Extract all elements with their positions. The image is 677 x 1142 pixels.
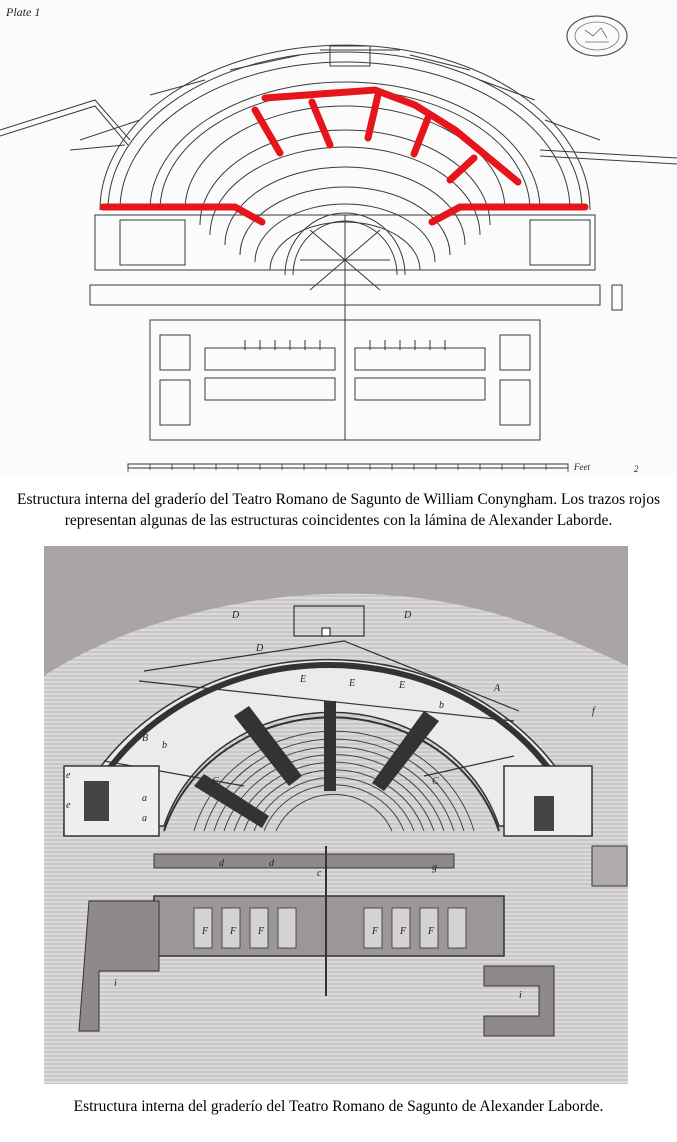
plan-letter: C: [432, 776, 439, 787]
plan-letter: c: [317, 868, 322, 879]
plan-letter: i: [114, 978, 117, 989]
plan-letter: i: [519, 990, 522, 1001]
plan-letter: b: [162, 740, 167, 751]
plate-label: Plate 1: [6, 5, 41, 19]
plan-letter: E: [300, 674, 307, 685]
caption-conyngham: Estructura interna del graderío del Teatro Romano de Sagunto de William Conyngham. Los trazos rojos representan algunas de las estructuras coincidentes con la lámina de Alexander Laborde.: [17, 491, 660, 529]
caption-laborde: Estructura interna del graderío del Teatro Romano de Sagunto de Alexander Laborde.: [73, 1098, 604, 1115]
plan-letter: D: [404, 610, 412, 621]
plan-letter: d: [219, 858, 224, 869]
corner-mark: 2: [634, 464, 639, 474]
plan-letter: g: [432, 862, 437, 873]
plan-letter: A: [494, 683, 501, 694]
plan-letter: B: [142, 733, 149, 744]
plan-letter: E: [349, 678, 356, 689]
plan-letter: e: [66, 770, 71, 781]
plan-letter: F: [230, 926, 237, 937]
plan-letter: F: [258, 926, 265, 937]
laborde-theatre-plan: [44, 546, 628, 1084]
plan-letter: b: [439, 700, 444, 711]
plan-letter: F: [400, 926, 407, 937]
plan-letter: d: [269, 858, 274, 869]
plan-letter: F: [428, 926, 435, 937]
plan-letter: F: [372, 926, 379, 937]
plan-letter: D: [232, 610, 240, 621]
scale-unit-label: Feet: [574, 462, 590, 472]
plan-letter: D: [256, 643, 264, 654]
plan-letter: e: [66, 800, 71, 811]
plan-letter: a: [142, 813, 147, 824]
plan-letter: C: [212, 776, 219, 787]
plan-letter: f: [592, 706, 595, 717]
plan-letter: F: [202, 926, 209, 937]
plan-letter: a: [142, 793, 147, 804]
conyngham-theatre-plan: [0, 0, 677, 478]
plan-letter: E: [399, 680, 406, 691]
